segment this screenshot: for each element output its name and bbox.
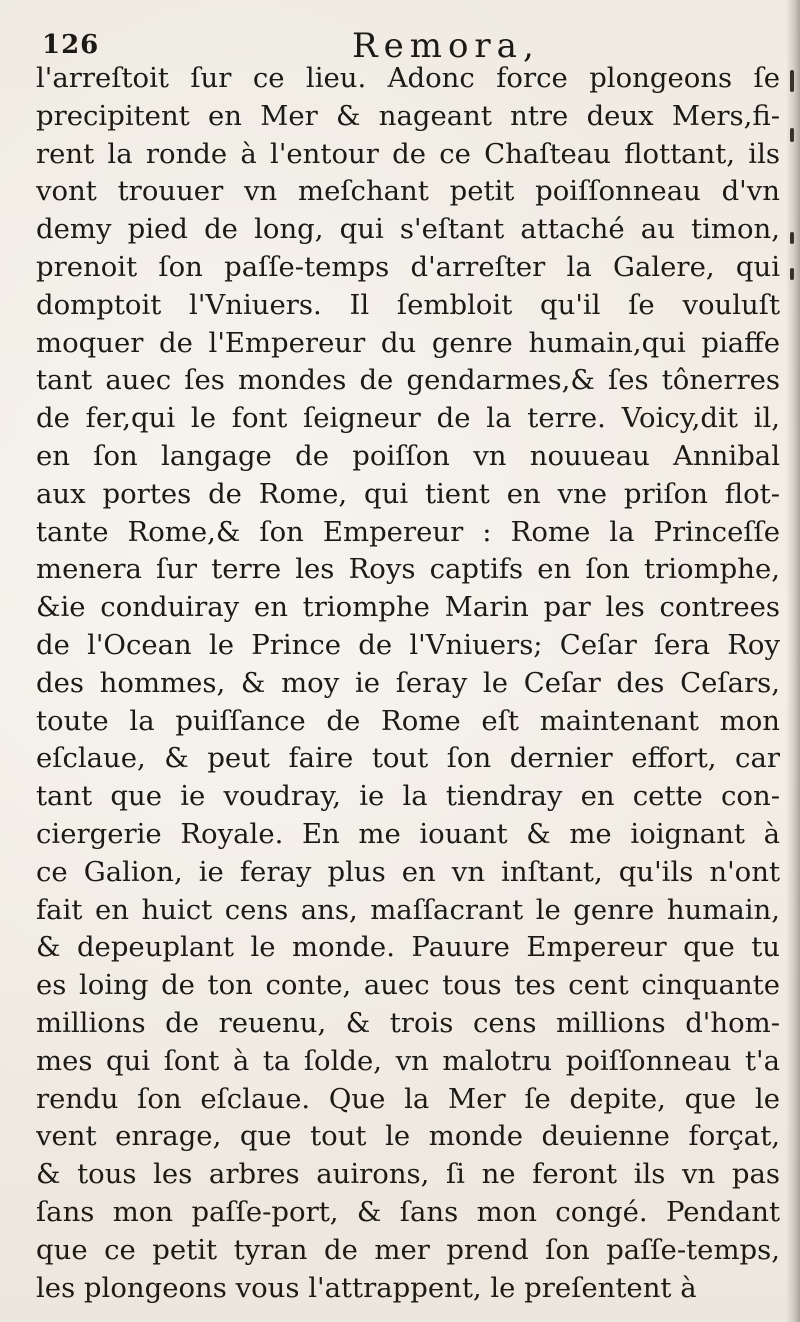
text-line: aux portes de Rome, qui tient en vne priſon flot- (36, 477, 780, 510)
text-line: mes qui ſont à ta ſolde, vn malotru poiſſonneau t'a (36, 1044, 780, 1077)
text-line: menera ſur terre les Roys captifs en ſon triomphe, (36, 553, 780, 586)
text-line: demy pied de long, qui s'eſtant attaché au timon, (36, 213, 780, 246)
body-text (36, 60, 780, 1307)
text-line: & depeuplant le monde. Pauure Empereur que tu (36, 931, 780, 964)
text-line: vont trouuer vn meſchant petit poiſſonneau d'vn (36, 175, 780, 208)
text-line: moquer de l'Empereur du genre humain,qui piaffe (36, 326, 780, 359)
text-line: tant auec ſes mondes de gendarmes,& ſes tônerres (36, 364, 780, 397)
text-line: vent enrage, que tout le monde deuienne forçat, (36, 1120, 780, 1153)
text-line: en ſon langage de poiſſon vn nouueau Annibal (36, 439, 780, 472)
text-line: de l'Ocean le Prince de l'Vniuers; Ceſar ſera Roy (36, 628, 780, 661)
text-line: &ie conduiray en triomphe Marin par les contrees (36, 591, 780, 624)
running-head: Remora, (352, 26, 540, 66)
text-line: les plongeons vous l'attrappent, le preſentent à (36, 1271, 697, 1304)
text-line: es loing de ton conte, auec tous tes cent cinquante (36, 969, 780, 1002)
bleed-through-mark (790, 128, 794, 142)
text-line: domptoit l'Vniuers. Il ſembloit qu'il ſe vouluſt (36, 288, 780, 321)
text-line: des hommes, & moy ie ſeray le Ceſar des Ceſars, (36, 666, 780, 699)
page-edge-shadow (786, 0, 800, 1322)
text-line: de fer,qui le font ſeigneur de la terre. Voicy,dit il, (36, 402, 780, 435)
text-line: fait en huict cens ans, maſſacrant le genre humain, (36, 893, 780, 926)
text-line: prenoit ſon paſſe-temps d'arreſter la Galere, qui (36, 250, 780, 283)
text-line: rendu ſon eſclaue. Que la Mer ſe depite, que le (36, 1082, 780, 1115)
text-line: eſclaue, & peut faire tout ſon dernier effort, car (36, 742, 780, 775)
text-line: tant que ie voudray, ie la tiendray en cette con- (36, 780, 780, 813)
text-line: que ce petit tyran de mer prend ſon paſſe-temps, (36, 1233, 780, 1266)
text-line: ce Galion, ie feray plus en vn inſtant, qu'ils n'ont (36, 855, 780, 888)
text-line: ſans mon paſſe-port, & ſans mon congé. Pendant (36, 1195, 780, 1228)
text-line: precipitent en Mer & nageant ntre deux Mers,fi- (36, 99, 780, 132)
bleed-through-mark (790, 70, 794, 92)
text-line: tante Rome,& ſon Empereur : Rome la Princeſſe (36, 515, 780, 548)
bleed-through-mark (790, 232, 794, 244)
bleed-through-mark (790, 268, 794, 280)
text-line: millions de reuenu, & trois cens millions d'hom- (36, 1006, 780, 1039)
text-line: ciergerie Royale. En me iouant & me ioignant à (36, 817, 780, 850)
text-line: rent la ronde à l'entour de ce Chaſteau flottant, ils (36, 137, 780, 170)
page-number: 126 (42, 30, 100, 60)
text-line: toute la puiſſance de Rome eſt maintenant mon (36, 704, 780, 737)
text-line: & tous les arbres auirons, ſi ne feront ils vn pas (36, 1158, 780, 1191)
text-line: l'arreſtoit ſur ce lieu. Adonc force plongeons ſe (36, 62, 780, 94)
